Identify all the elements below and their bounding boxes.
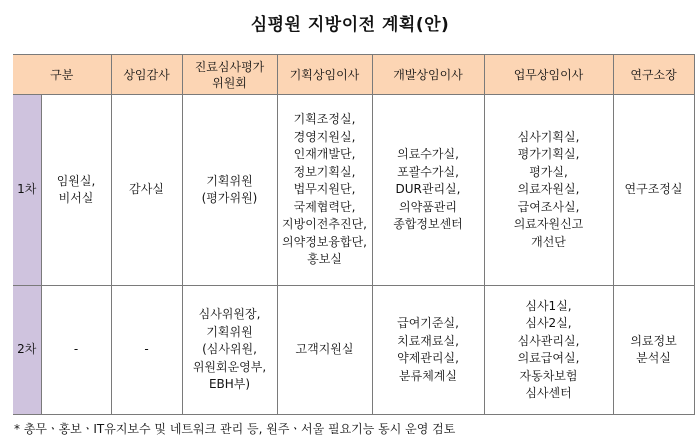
table-row (13, 286, 694, 415)
table-cell: 고객지원실 (277, 286, 372, 415)
stage-label: 2차 (13, 286, 41, 415)
header-planning-director: 기획상임이사 (277, 55, 372, 95)
footnote: * 총무ㆍ홍보ㆍIT유지보수 및 네트워크 관리 등, 원주ㆍ서울 필요기능 동시 운영 검토 (14, 422, 456, 436)
table-cell: - (111, 286, 182, 415)
table-row (13, 95, 694, 286)
table-cell: 심사위원장, 기획위원 (심사위원, 위원회운영부, EBH부) (182, 286, 277, 415)
table-cell: 급여기준실, 치료재료실, 약제관리실, 분류체계실 (372, 286, 484, 415)
header-row (13, 55, 694, 95)
header-review-committee: 진료심사평가 위원회 (182, 55, 277, 95)
table-cell: 임원실, 비서실 (41, 95, 111, 286)
header-operations-director: 업무상임이사 (484, 55, 613, 95)
document-title: 심평원 지방이전 계획(안) (250, 15, 450, 35)
stage-label: 1차 (13, 95, 41, 286)
table-cell: 심사기획실, 평가기획실, 평가실, 의료자원실, 급여조사실, 의료자원신고 개선단 (484, 95, 613, 286)
table-cell: - (41, 286, 111, 415)
table-cell: 감사실 (111, 95, 182, 286)
table-cell: 의료정보 분석실 (613, 286, 694, 415)
table-cell: 연구조정실 (613, 95, 694, 286)
table-cell: 의료수가실, 포괄수가실, DUR관리실, 의약품관리 종합정보센터 (372, 95, 484, 286)
table-cell: 기획위원 (평가위원) (182, 95, 277, 286)
header-development-director: 개발상임이사 (372, 55, 484, 95)
header-research-director: 연구소장 (613, 55, 694, 95)
relocation-plan-table (13, 54, 695, 415)
table-cell: 기획조정실, 경영지원실, 인재개발단, 정보기획실, 법무지원단, 국제협력단, 지방이전추진단, 의약정보융합단, 홍보실 (277, 95, 372, 286)
header-standing-auditor: 상임감사 (111, 55, 182, 95)
table-cell: 심사1실, 심사2실, 심사관리실, 의료급여실, 자동차보험 심사센터 (484, 286, 613, 415)
header-category: 구분 (13, 55, 111, 95)
